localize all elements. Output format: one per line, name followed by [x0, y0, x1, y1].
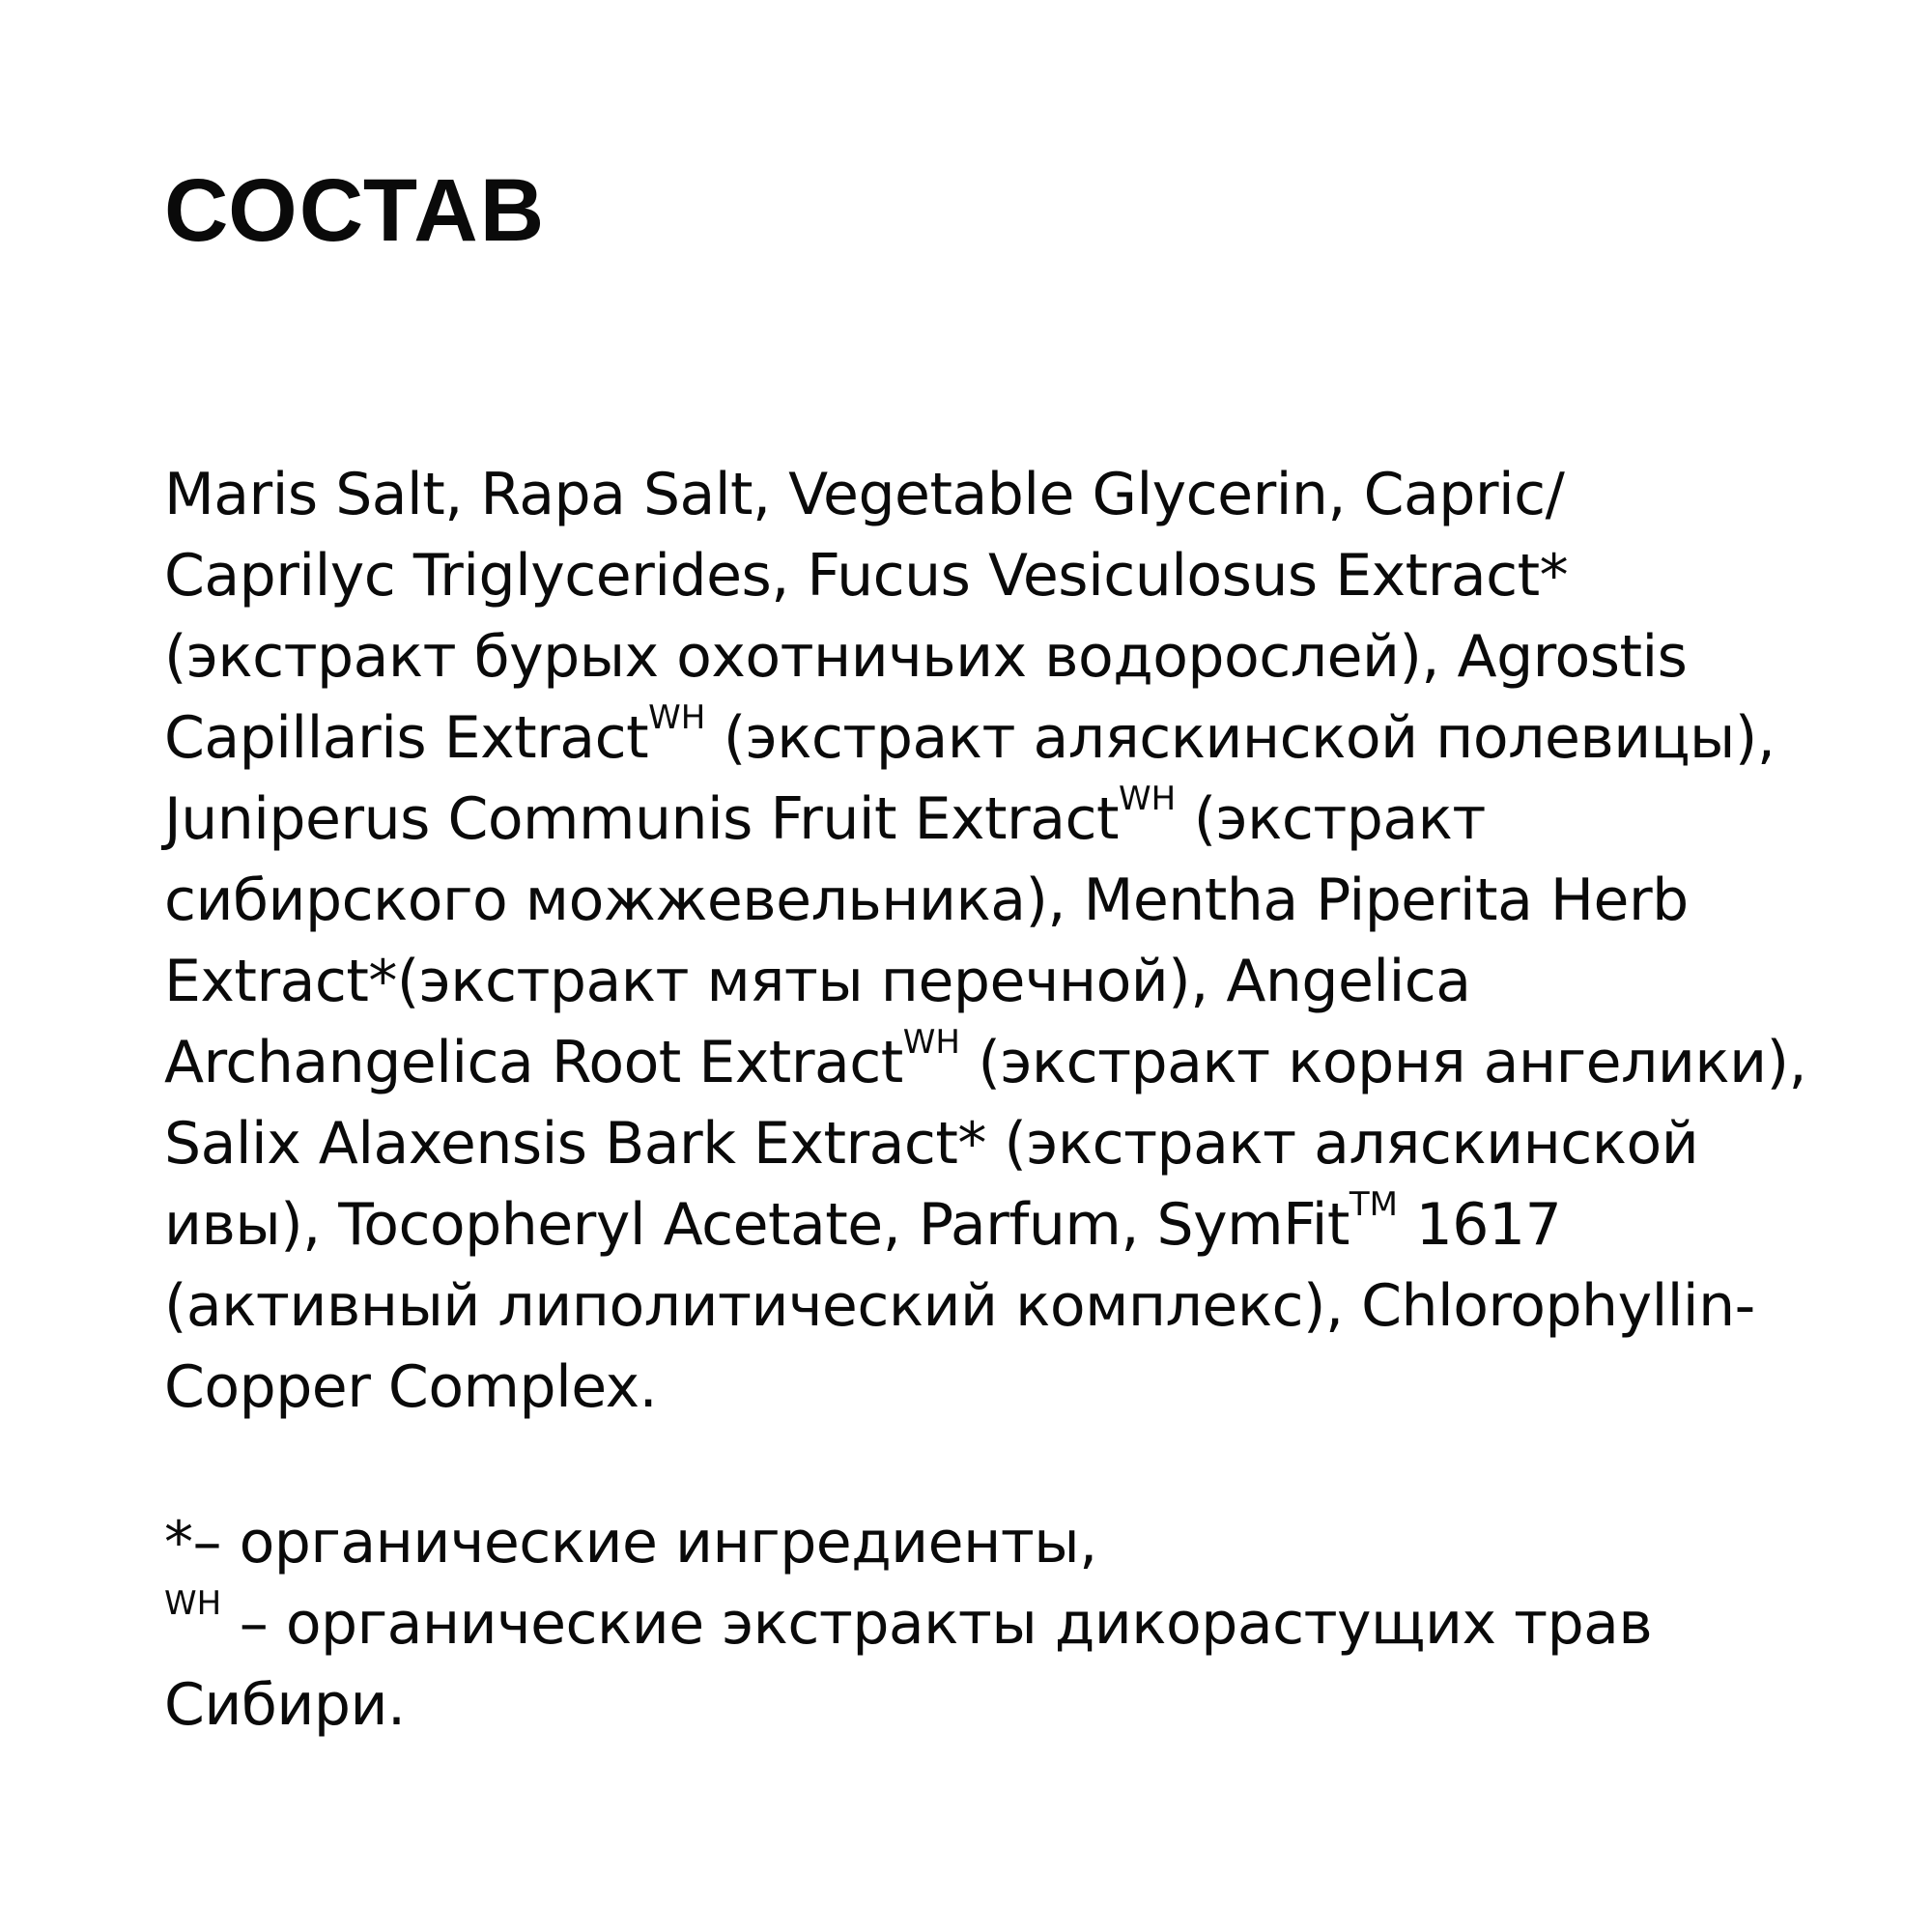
footnote-organic: *– органические ингредиенты, [164, 1509, 1097, 1577]
wh-superscript: WH [902, 1023, 960, 1062]
tm-superscript: TM [1349, 1185, 1399, 1224]
ingredients-line: сибирского можжевельника), Mentha Piperita Herb [164, 867, 1689, 934]
footnotes [164, 1502, 1826, 1746]
wh-superscript: WH [164, 1584, 222, 1623]
wh-superscript: WH [648, 698, 706, 737]
ingredients-line: Salix Alaxensis Bark Extract* (экстракт аляскинской [164, 1110, 1699, 1178]
ingredients-line: (экстракт бурых охотничьих водорослей), Agrostis [164, 623, 1688, 691]
ingredients-line: Juniperus Communis Fruit Extract$^{WH}$ (экстракт [164, 780, 1486, 853]
page-title: СОСТАВ [164, 161, 547, 260]
footnote-wild-herbs-continued: Сибири. [164, 1671, 406, 1739]
ingredients-line: Extract*(экстракт мяты перечной), Angelica [164, 948, 1471, 1015]
ingredients-line: Maris Salt, Rapa Salt, Vegetable Glycerin, Capric/ [164, 461, 1565, 528]
ingredients-line: Archangelica Root Extract$^{WH}$ (экстракт корня ангелики), [164, 1023, 1807, 1096]
ingredients-line: (активный липолитический комплекс), Chlorophyllin- [164, 1272, 1755, 1340]
wh-superscript: WH [1119, 780, 1177, 818]
ingredients-line: ивы), Tocopheryl Acetate, Parfum, SymFit™ 1617 [164, 1185, 1562, 1259]
ingredients-line: Copper Complex. [164, 1353, 658, 1421]
ingredients-list [164, 454, 1826, 1428]
ingredients-line: Caprilyc Triglycerides, Fucus Vesiculosus Extract* [164, 542, 1569, 610]
ingredients-line: Capillaris Extract$^{WH}$ (экстракт аляскинской полевицы), [164, 698, 1776, 772]
footnote-wild-herbs: $^{WH}$ – органические экстракты дикорастущих трав [164, 1584, 1653, 1658]
